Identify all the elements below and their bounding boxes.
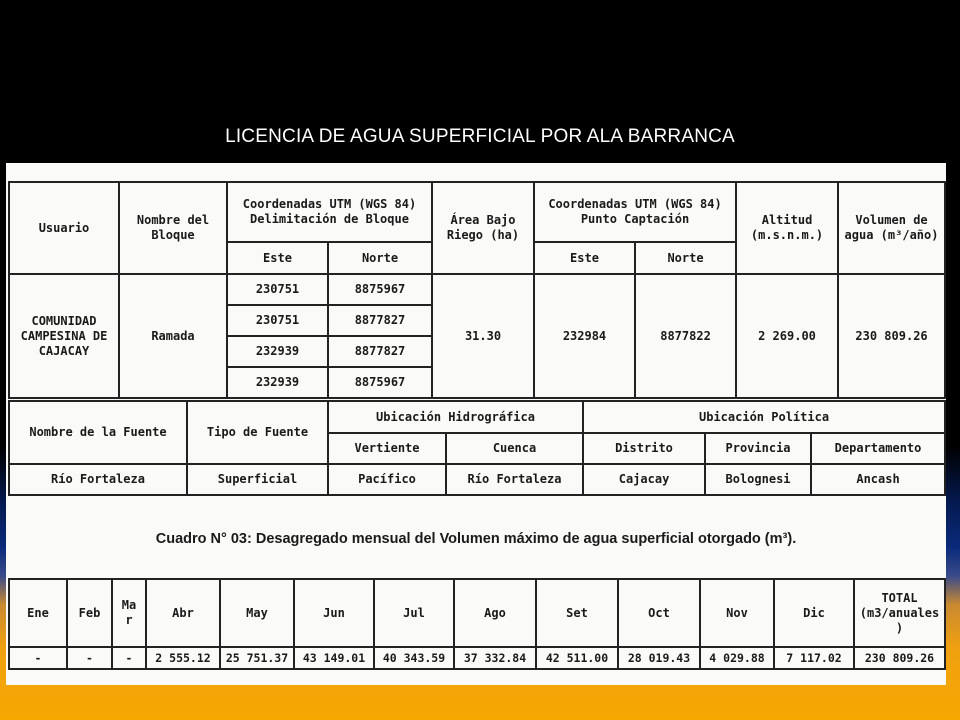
cell-month-value: 25 751.37 xyxy=(220,647,294,669)
cell-volumen: 230 809.26 xyxy=(838,274,945,398)
header-vertiente: Vertiente xyxy=(328,433,446,464)
header-month: Jul xyxy=(374,579,454,647)
cell-month-value: - xyxy=(9,647,67,669)
header-usuario: Usuario xyxy=(9,182,119,274)
header-month: Set xyxy=(536,579,618,647)
cell-bloque-norte: 8877827 xyxy=(328,305,432,336)
header-area: Área Bajo Riego (ha) xyxy=(432,182,534,274)
cell-month-value: 40 343.59 xyxy=(374,647,454,669)
header-este: Este xyxy=(227,242,328,274)
header-month: Nov xyxy=(700,579,774,647)
header-total: TOTAL (m3/anuales ) xyxy=(854,579,945,647)
cell-tipo-fuente: Superficial xyxy=(187,464,328,495)
header-coord-captacion: Coordenadas UTM (WGS 84) Punto Captación xyxy=(534,182,736,242)
header-este-captacion: Este xyxy=(534,242,635,274)
cell-bloque-norte: 8875967 xyxy=(328,367,432,398)
cell-usuario: COMUNIDAD CAMPESINA DE CAJACAY xyxy=(9,274,119,398)
header-coord-bloque: Coordenadas UTM (WGS 84) Delimitación de Bloque xyxy=(227,182,432,242)
license-table xyxy=(8,181,946,399)
source-table xyxy=(8,400,946,496)
slide-title: LICENCIA DE AGUA SUPERFICIAL POR ALA BARRANCA xyxy=(225,126,735,147)
header-month: Ene xyxy=(9,579,67,647)
cell-month-value: 4 029.88 xyxy=(700,647,774,669)
header-month: Feb xyxy=(67,579,112,647)
cell-distrito: Cajacay xyxy=(583,464,705,495)
cell-month-value: 2 555.12 xyxy=(146,647,220,669)
cell-nombre-bloque: Ramada xyxy=(119,274,227,398)
monthly-volume-table xyxy=(8,578,946,670)
table-caption: Cuadro N° 03: Desagregado mensual del Volumen máximo de agua superficial otorgado (m³). xyxy=(155,531,797,547)
cell-captacion-este: 232984 xyxy=(534,274,635,398)
cell-cuenca: Río Fortaleza xyxy=(446,464,583,495)
cell-vertiente: Pacífico xyxy=(328,464,446,495)
header-month: Dic xyxy=(774,579,854,647)
header-provincia: Provincia xyxy=(705,433,811,464)
scanned-document xyxy=(6,163,946,685)
cell-bloque-este: 232939 xyxy=(227,367,328,398)
header-cuenca: Cuenca xyxy=(446,433,583,464)
cell-provincia: Bolognesi xyxy=(705,464,811,495)
header-departamento: Departamento xyxy=(811,433,945,464)
header-month: Ago xyxy=(454,579,536,647)
cell-altitud: 2 269.00 xyxy=(736,274,838,398)
header-ubicacion-hidrografica: Ubicación Hidrográfica xyxy=(328,401,583,433)
cell-month-value: 7 117.02 xyxy=(774,647,854,669)
cell-month-value: - xyxy=(67,647,112,669)
header-month: Oct xyxy=(618,579,700,647)
header-month: Ma r xyxy=(112,579,146,647)
header-altitud: Altitud (m.s.n.m.) xyxy=(736,182,838,274)
cell-nombre-fuente: Río Fortaleza xyxy=(9,464,187,495)
cell-month-value: 37 332.84 xyxy=(454,647,536,669)
cell-month-value: 43 149.01 xyxy=(294,647,374,669)
cell-month-value: 42 511.00 xyxy=(536,647,618,669)
cell-bloque-norte: 8875967 xyxy=(328,274,432,305)
cell-month-value: 28 019.43 xyxy=(618,647,700,669)
header-nombre-fuente: Nombre de la Fuente xyxy=(9,401,187,464)
header-nombre-bloque: Nombre del Bloque xyxy=(119,182,227,274)
header-tipo-fuente: Tipo de Fuente xyxy=(187,401,328,464)
cell-departamento: Ancash xyxy=(811,464,945,495)
header-distrito: Distrito xyxy=(583,433,705,464)
cell-total-value: 230 809.26 xyxy=(854,647,945,669)
header-month: Jun xyxy=(294,579,374,647)
cell-bloque-este: 230751 xyxy=(227,274,328,305)
header-month: May xyxy=(220,579,294,647)
cell-area: 31.30 xyxy=(432,274,534,398)
header-norte: Norte xyxy=(328,242,432,274)
cell-bloque-este: 232939 xyxy=(227,336,328,367)
header-month: Abr xyxy=(146,579,220,647)
header-norte-captacion: Norte xyxy=(635,242,736,274)
header-volumen: Volumen de agua (m³/año) xyxy=(838,182,945,274)
header-ubicacion-politica: Ubicación Política xyxy=(583,401,945,433)
cell-bloque-este: 230751 xyxy=(227,305,328,336)
cell-month-value: - xyxy=(112,647,146,669)
cell-bloque-norte: 8877827 xyxy=(328,336,432,367)
cell-captacion-norte: 8877822 xyxy=(635,274,736,398)
